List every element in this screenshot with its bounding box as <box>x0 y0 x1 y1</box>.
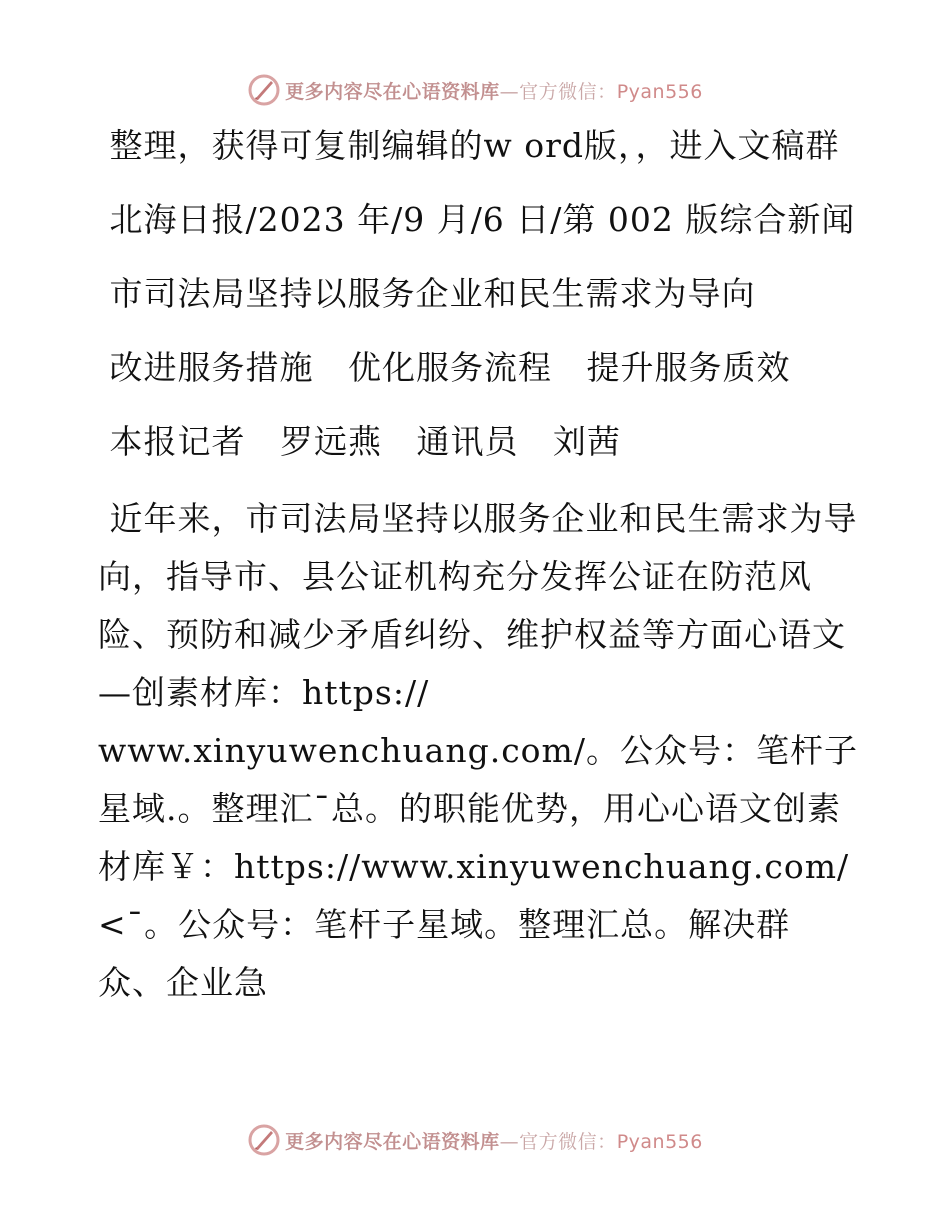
watermark-wechat-label: 官方微信： <box>519 1130 617 1153</box>
document-body <box>98 120 858 1012</box>
source-line: 北海日报/2023 年/9 月/6 日/第 002 版综合新闻 <box>98 200 856 239</box>
watermark-site: 更多内容尽在心语资料库 <box>285 1130 500 1153</box>
watermark-wechat-id: Pyan556 <box>616 80 703 103</box>
watermark-text <box>285 1127 703 1154</box>
watermark-wechat-id: Pyan556 <box>616 1130 703 1153</box>
watermark-separator: — <box>499 1130 520 1153</box>
watermark-site: 更多内容尽在心语资料库 <box>285 80 500 103</box>
watermark-wechat-label: 官方微信： <box>519 80 617 103</box>
footer-watermark <box>0 1120 950 1160</box>
headline: 市司法局坚持以服务企业和民生需求为导向 <box>98 274 756 313</box>
watermark-text <box>285 77 703 104</box>
byline: 本报记者 罗远燕 通讯员 刘茜 <box>98 422 621 461</box>
intro-paragraph: 整理，获得可复制编辑的w ord版，，进入文稿群 <box>98 126 840 165</box>
header-watermark <box>0 70 950 110</box>
watermark-separator: — <box>499 80 520 103</box>
subheadline: 改进服务措施 优化服务流程 提升服务质效 <box>98 348 791 387</box>
article-body: 近年来，市司法局坚持以服务企业和民生需求为导向，指导市、县公证机构充分发挥公证在防范风险、预防和减少矛盾纠纷、维护权益等方面心语文—创素材库：https:// www.xinyuwenchuang.com/。公众号：笔杆子星域.。整理汇¯总。的职能优势，用心心语文创素材库￥：https://www.xinyuwenchuang.com/<¯。公众号：笔杆子星域。整理汇总。解决群众、企业急 <box>98 499 858 1002</box>
quill-logo-icon <box>247 73 281 107</box>
quill-logo-icon <box>247 1123 281 1157</box>
